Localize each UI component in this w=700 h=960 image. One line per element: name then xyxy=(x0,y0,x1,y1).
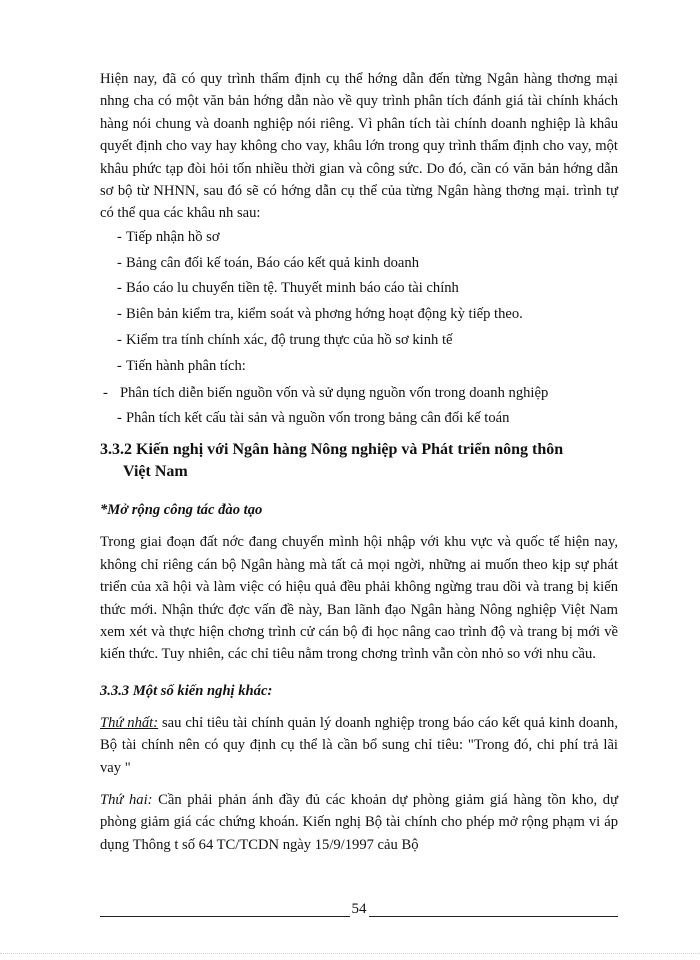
first-recommendation-paragraph: Thứ nhất: sau chỉ tiêu tài chính quản lý doanh nghiệp trong báo cáo kết quả kinh doanh, Bộ tài chính nên có quy định cụ thể là cần bổ sung chỉ tiêu: "Trong đó, chi phí trả lãi vay " xyxy=(100,714,618,776)
dash-bullet: - xyxy=(117,254,122,271)
page-footer xyxy=(100,902,618,917)
second-label: Thứ hai: xyxy=(100,792,153,809)
section-heading-3-3-3: 3.3.3 Một số kiến nghị khác: xyxy=(100,682,273,699)
list-item: - Phân tích diễn biến nguồn vốn và sử dụng nguồn vốn trong doanh nghiệp xyxy=(103,384,549,401)
first-label: Thứ nhất: xyxy=(100,714,159,731)
dash-bullet: - xyxy=(117,357,122,374)
intro-paragraph: Hiện nay, đã có quy trình thẩm định cụ thể hớng dẫn đến từng Ngân hàng thơng mại nhng cha có một văn bản hớng dẫn nào về quy trình phân tích đánh giá tài chính khách hàng nói chung và doanh nghiệp nói riêng. Vì phân tích tài chính doanh nghiệp là khâu quyết định cho vay hay không cho vay, khâu lớn trong quy trình thẩm định cho vay, một khâu phức tạp đòi hỏi tốn nhiều thời gian và công sức. Do đó, cần có văn bản hớng dẫn sơ bộ từ NHNN, sau đó sẽ có hớng dẫn cụ thể của từng Ngân hàng thơng mại. trình tự có thể qua các khâu nh sau: xyxy=(100,71,618,222)
page-number: 54 xyxy=(351,901,367,917)
dash-bullet: - xyxy=(117,280,122,297)
dash-bullet: - xyxy=(117,306,122,323)
dash-bullet: - xyxy=(117,409,122,426)
dash-bullet: - xyxy=(117,228,122,245)
list-item: - Tiến hành phân tích: xyxy=(100,354,618,380)
document-page xyxy=(100,68,618,856)
second-recommendation-paragraph: Thứ hai: Cần phải phản ánh đầy đủ các khoản dự phòng giảm giá hàng tồn kho, dự phòng giảm giá các chứng khoán. Kiến nghị Bộ tài chính cho phép mở rộng phạm vi áp dụng Thông t số 64 TC/TCDN ngày 15/9/1997 cảu Bộ xyxy=(100,792,618,853)
training-paragraph: Trong giai đoạn đất nớc đang chuyển mình hội nhập với khu vực và quốc tế hiện nay, không chỉ riêng cán bộ Ngân hàng mà tất cả mọi ngời, những ai muốn theo kịp sự phát triển của xã hội và làm việc có hiệu quả đều phải không ngừng trau dồi và trang bị kiến thức mới. Nhận thức đợc vấn đề này, Ban lãnh đạo Ngân hàng Nông nghiệp Việt Nam xem xét và thực hiện chơng trình cử cán bộ đi học nâng cao trình độ và trang bị mới về kiến thức. Tuy nhiên, các chỉ tiêu nằm trong chơng trình vẫn còn nhỏ so với nhu cầu. xyxy=(100,534,618,663)
list-item: - Tiếp nhận hồ sơ xyxy=(100,225,618,251)
list-item: - Bảng cân đối kế toán, Báo cáo kết quả kinh doanh xyxy=(100,251,618,277)
section-heading-3-3-2: 3.3.2 Kiến nghị với Ngân hàng Nông nghiệp và Phát triển nông thôn Việt Nam xyxy=(100,441,564,481)
list-item: - Biên bản kiểm tra, kiểm soát và phơng hớng hoạt động kỳ tiếp theo. xyxy=(100,302,618,328)
page-edge-divider xyxy=(0,953,700,954)
list-item: - Kiểm tra tính chính xác, độ trung thực của hồ sơ kinh tế xyxy=(100,328,618,354)
dash-bullet: - xyxy=(117,332,122,349)
process-steps-list xyxy=(100,225,618,432)
list-item: - Báo cáo lu chuyển tiền tệ. Thuyết minh báo cáo tài chính xyxy=(100,276,618,302)
list-item: - Phân tích kết cấu tài sản và nguồn vốn trong bảng cân đối kế toán xyxy=(100,406,618,432)
training-subheading: *Mở rộng công tác đào tạo xyxy=(100,502,263,519)
dash-bullet: - xyxy=(103,384,108,401)
